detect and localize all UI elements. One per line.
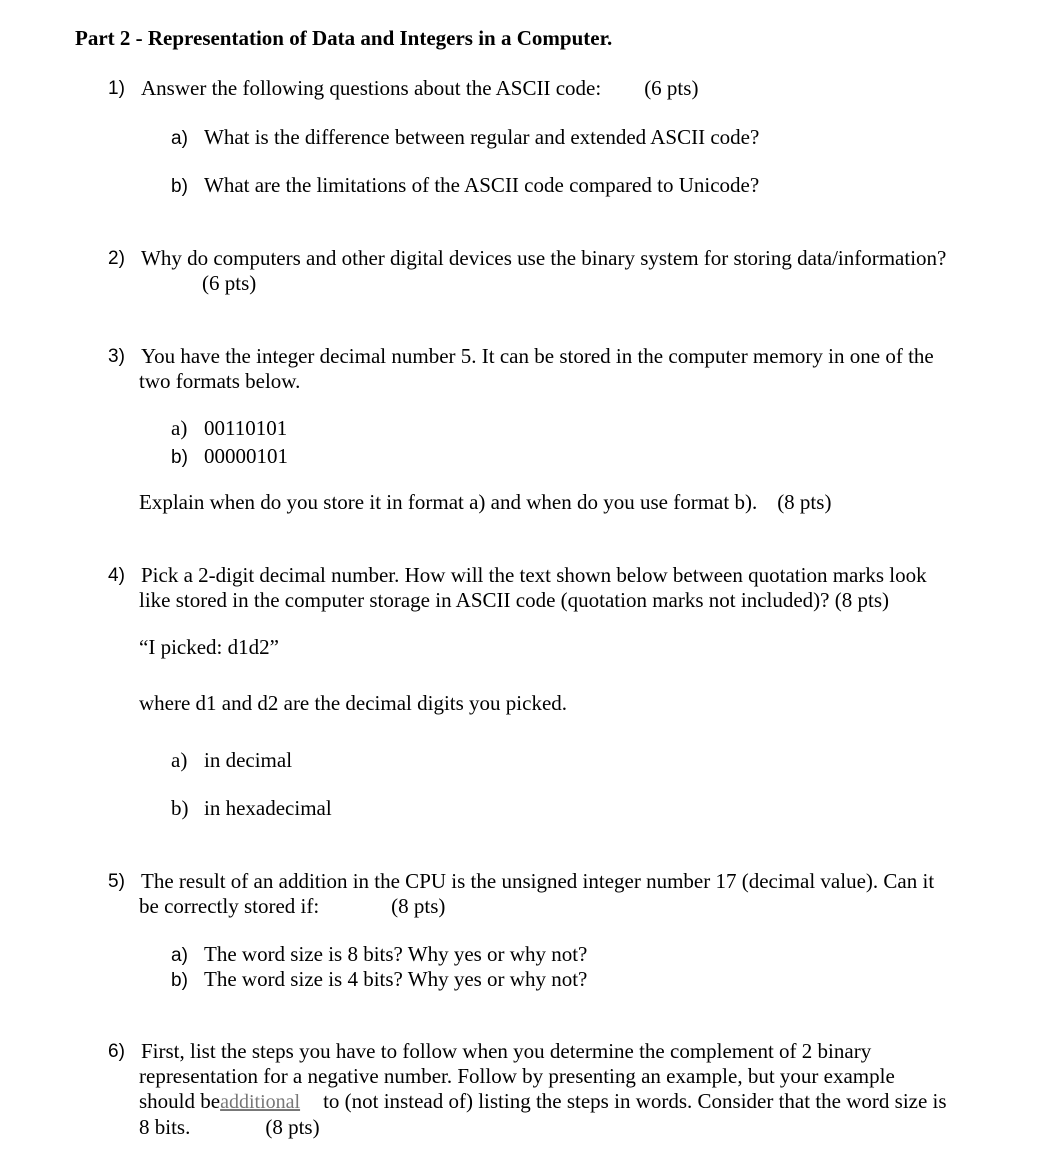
item-label: b): [171, 970, 188, 991]
question-6-line-1: First, list the steps you have to follow when you determine the complement of 2 binary: [141, 1039, 872, 1063]
item-text: What is the difference between regular and extended ASCII code?: [204, 125, 760, 149]
question-4: [108, 563, 1038, 613]
item-label: b): [171, 176, 188, 197]
item-text: The word size is 8 bits? Why yes or why not?: [204, 942, 588, 966]
question-2: [108, 246, 1038, 296]
question-1-number: 1): [108, 78, 125, 99]
question-3: [108, 344, 1038, 394]
question-3-line-1: You have the integer decimal number 5. It can be stored in the computer memory in one of the: [141, 344, 934, 368]
question-1-text: Answer the following questions about the ASCII code:: [141, 76, 602, 100]
item-label: a): [171, 748, 188, 772]
item-text: 00000101: [204, 444, 288, 468]
question-5-item-b: [171, 967, 587, 993]
question-6-line-2: representation for a negative number. Follow by presenting an example, but your example: [139, 1064, 895, 1088]
item-text: 00110101: [204, 416, 288, 440]
question-4-number: 4): [108, 565, 125, 586]
question-6-line-4: 8 bits.: [139, 1115, 191, 1139]
item-label: b): [171, 796, 189, 820]
question-2-text: Why do computers and other digital devices use the binary system for storing data/information?: [141, 246, 947, 270]
question-4-where: where d1 and d2 are the decimal digits you picked.: [139, 691, 568, 715]
item-text: What are the limitations of the ASCII code compared to Unicode?: [204, 173, 760, 197]
question-3-item-b: [171, 444, 288, 470]
question-3-points: (8 pts): [777, 490, 832, 514]
question-4-quote: “I picked: d1d2”: [139, 635, 279, 659]
item-label: a): [171, 416, 188, 440]
question-5-line-1: The result of an addition in the CPU is the unsigned integer number 17 (decimal value). Can it: [141, 869, 935, 893]
item-label: a): [171, 128, 188, 149]
question-4-item-b: [171, 796, 332, 821]
question-5-number: 5): [108, 871, 125, 892]
question-5-line-2: be correctly stored if:: [139, 894, 320, 918]
question-1-points: (6 pts): [644, 76, 699, 100]
question-4-line-2: like stored in the computer storage in ASCII code (quotation marks not included)? (8 pts): [139, 588, 889, 612]
question-1-item-b: [171, 173, 759, 199]
item-text: in decimal: [204, 748, 293, 772]
question-3-item-a: [171, 416, 287, 441]
question-6-line-3-start: should be: [139, 1089, 221, 1113]
question-2-points: (6 pts): [202, 271, 257, 295]
question-6-points: (8 pts): [265, 1115, 320, 1139]
question-3-explain: [139, 490, 831, 515]
tracked-insertion: additional: [220, 1091, 301, 1113]
question-6: [108, 1039, 1038, 1140]
question-2-number: 2): [108, 248, 125, 269]
question-4-item-a: [171, 748, 292, 773]
question-6-line-3-end: to (not instead of) listing the steps in words. Consider that the word size is: [323, 1089, 947, 1113]
question-3-explain-text: Explain when do you store it in format a) and when do you use format b).: [139, 490, 758, 514]
question-5: [108, 869, 1038, 919]
item-text: in hexadecimal: [204, 796, 332, 820]
question-5-points: (8 pts): [391, 894, 446, 918]
question-3-number: 3): [108, 346, 125, 367]
item-text: The word size is 4 bits? Why yes or why not?: [204, 967, 588, 991]
question-5-item-a: [171, 942, 587, 968]
item-label: a): [171, 945, 188, 966]
question-1: [108, 76, 1038, 101]
question-6-number: 6): [108, 1041, 125, 1062]
item-label: b): [171, 447, 188, 468]
question-3-line-2: two formats below.: [139, 369, 301, 393]
page-title: Part 2 - Representation of Data and Integers in a Computer.: [75, 26, 613, 50]
question-4-line-1: Pick a 2-digit decimal number. How will the text shown below between quotation marks look: [141, 563, 927, 587]
question-1-item-a: [171, 125, 759, 151]
